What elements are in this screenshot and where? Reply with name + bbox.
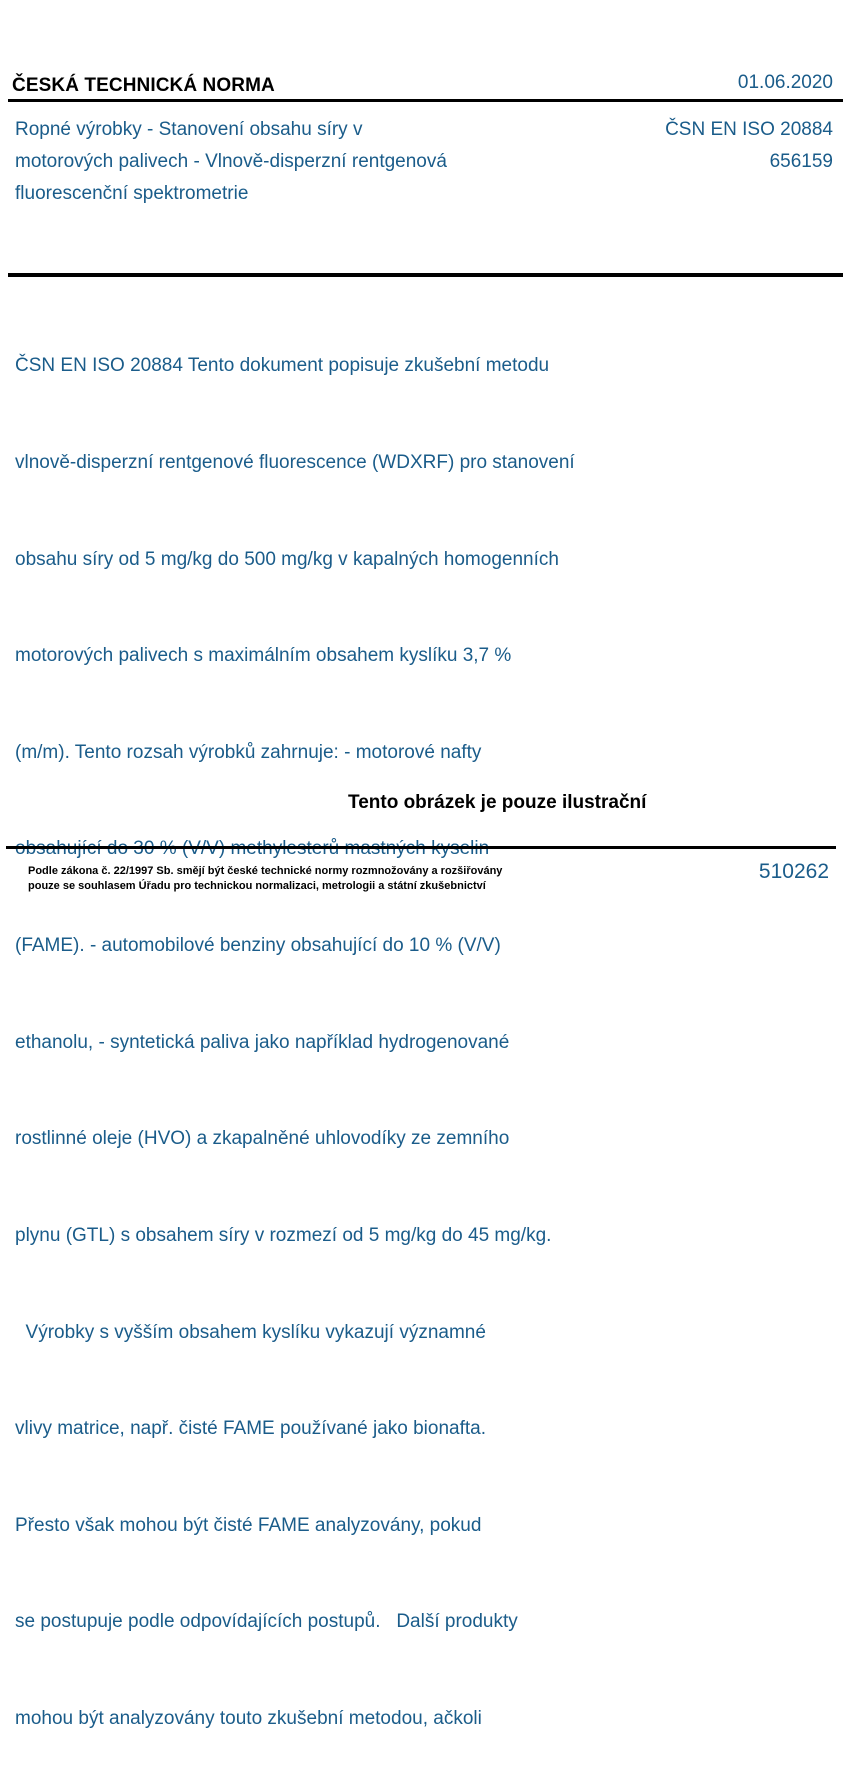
- abstract-line: ethanolu, - syntetická paliva jako například hydrogenované: [15, 1031, 510, 1053]
- abstract-line: se postupuje podle odpovídajících postupů. Další produkty: [15, 1611, 518, 1633]
- standard-identifier: [665, 114, 833, 178]
- standard-title-line: motorových palivech - Vlnově-disperzní rentgenová: [15, 151, 447, 172]
- legal-notice: [28, 864, 628, 894]
- standard-code: ČSN EN ISO 20884: [665, 119, 833, 140]
- standard-title: [15, 114, 575, 210]
- standard-title-line: Ropné výrobky - Stanovení obsahu síry v: [15, 119, 363, 140]
- abstract-line: plynu (GTL) s obsahem síry v rozmezí od 5 mg/kg do 45 mg/kg.: [15, 1224, 552, 1246]
- abstract-line: mohou být analyzovány touto zkušební metodou, ačkoli: [15, 1707, 482, 1729]
- document-header-title: ČESKÁ TECHNICKÁ NORMA: [12, 75, 275, 96]
- footer-code: 510262: [758, 860, 829, 883]
- abstract-line: Přesto však mohou být čisté FAME analyzovány, pokud: [15, 1514, 482, 1536]
- header-divider: [8, 99, 843, 102]
- abstract-line: vlivy matrice, např. čisté FAME používané jako bionafta.: [15, 1418, 486, 1440]
- legal-notice-line: Podle zákona č. 22/1997 Sb. smějí být české technické normy rozmnožovány a rozšiřovány: [28, 865, 503, 877]
- publication-date: 01.06.2020: [737, 72, 833, 93]
- footer-divider: [6, 846, 836, 849]
- catalog-number: 656159: [769, 151, 833, 172]
- standard-title-line: fluorescenční spektrometrie: [15, 183, 249, 204]
- abstract-line: Výrobky s vyšším obsahem kyslíku vykazují významné: [15, 1321, 486, 1343]
- abstract-line: ČSN EN ISO 20884 Tento dokument popisuje zkušební metodu: [15, 355, 550, 377]
- abstract-line: [15, 833, 665, 865]
- abstract-line: (m/m). Tento rozsah výrobků zahrnuje: - motorové nafty: [15, 741, 482, 763]
- abstract-line: motorových palivech s maximálním obsahem kyslíku 3,7 %: [15, 645, 512, 667]
- abstract-text: [15, 286, 665, 1767]
- abstract-line: obsahu síry od 5 mg/kg do 500 mg/kg v kapalných homogenních: [15, 548, 559, 570]
- abstract-line: rostlinné oleje (HVO) a zkapalněné uhlovodíky ze zemního: [15, 1128, 510, 1150]
- section-divider: [8, 273, 843, 277]
- legal-notice-line: pouze se souhlasem Úřadu pro technickou normalizaci, metrologii a státní zkušebnictví: [28, 880, 486, 892]
- abstract-line: vlnově-disperzní rentgenové fluorescence (WDXRF) pro stanovení: [15, 452, 575, 474]
- illustration-notice: Tento obrázek je pouze ilustrační: [348, 792, 647, 813]
- abstract-line: (FAME). - automobilové benziny obsahující do 10 % (V/V): [15, 935, 501, 957]
